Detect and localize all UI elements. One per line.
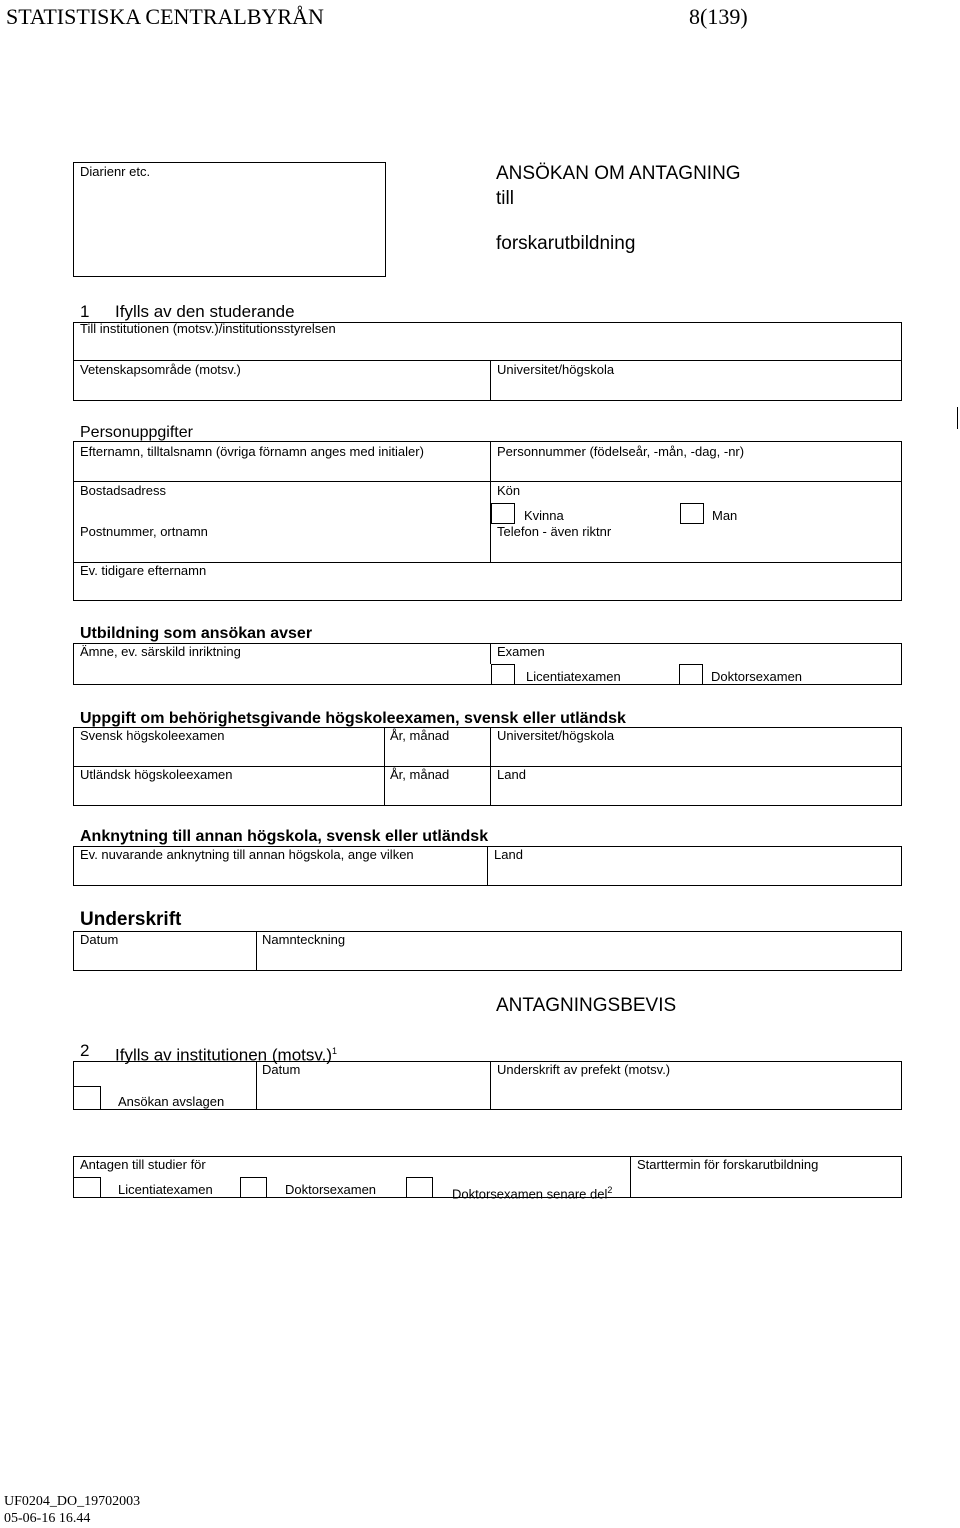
ar-manad-label-1: År, månad [390, 728, 450, 743]
antagen-label: Antagen till studier för [80, 1157, 206, 1172]
diarienr-label: Diarienr etc. [80, 164, 151, 179]
kvinna-checkbox[interactable] [491, 503, 515, 524]
bostadsadress-label: Bostadsadress [80, 483, 166, 498]
avslagen-label: Ansökan avslagen [118, 1094, 225, 1109]
behorighet-heading: Uppgift om behörighetsgivande högskoleexamen, svensk eller utländsk [80, 710, 626, 727]
personnummer-label: Personnummer (födelseår, -mån, -dag, -nr) [497, 444, 745, 459]
universitet-hogskola-label: Universitet/högskola [497, 728, 615, 743]
personal-heading: Personuppgifter [80, 424, 193, 441]
footnote-mark-2: 2 [607, 1185, 613, 1195]
section2-heading-suffix: (motsv.) [271, 1045, 332, 1065]
kvinna-label: Kvinna [524, 508, 564, 523]
starttermin-label: Starttermin för forskarutbildning [637, 1157, 819, 1172]
institution-label: Till institutionen (motsv.)/institutionsstyrelsen [80, 321, 336, 336]
form-title-line2: till [496, 188, 514, 209]
vetenskapsomrade-label: Vetenskapsområde (motsv.) [80, 362, 241, 377]
efternamn-label: Efternamn, tilltalsnamn (övriga förnamn anges med initialer) [80, 444, 424, 459]
postnummer-label: Postnummer, ortnamn [80, 524, 208, 539]
nuvarande-anknytning-label: Ev. nuvarande anknytning till annan högskola, ange vilken [80, 847, 414, 862]
footer-code: UF0204_DO_19702003 [4, 1494, 141, 1509]
footnote-mark-1: 1 [332, 1046, 338, 1056]
land-label: Land [497, 767, 526, 782]
antagen-doktor-senare-label [452, 1182, 612, 1202]
avslagen-checkbox[interactable] [73, 1086, 101, 1110]
form-title-line3: forskarutbildning [496, 233, 636, 254]
kon-label: Kön [497, 483, 521, 498]
doktor-senare-text: Doktorsexamen senare del [452, 1186, 608, 1202]
section1-heading: Ifylls av den studerande [115, 302, 295, 321]
footer-date: 05-06-16 16.44 [4, 1511, 91, 1526]
page-number: 8(139) [689, 4, 748, 29]
organization-name: STATISTISKA CENTRALBYRÅN [6, 4, 324, 29]
ar-manad-label-2: År, månad [390, 767, 450, 782]
underskrift-block[interactable] [73, 931, 902, 971]
section2-datum-label: Datum [262, 1062, 301, 1077]
utbildning-heading: Utbildning som ansökan avser [80, 625, 313, 642]
antagningsbevis-title: ANTAGNINGSBEVIS [496, 995, 677, 1016]
licentiatexamen-label: Licentiatexamen [526, 669, 621, 684]
doktorsexamen-label: Doktorsexamen [711, 669, 803, 684]
svensk-examen-label: Svensk högskoleexamen [80, 728, 225, 743]
section2-heading-text: Ifylls av institutionen [115, 1045, 268, 1065]
tidigare-efternamn-label: Ev. tidigare efternamn [80, 563, 207, 578]
anknytning-heading: Anknytning till annan högskola, svensk eller utländsk [80, 828, 489, 845]
examen-label: Examen [497, 644, 545, 659]
licentiatexamen-checkbox[interactable] [491, 664, 515, 685]
underskrift-datum-label: Datum [80, 932, 119, 947]
man-label: Man [712, 508, 738, 523]
namnteckning-label: Namnteckning [262, 932, 346, 947]
universitet-label: Universitet/högskola [497, 362, 615, 377]
prefekt-label: Underskrift av prefekt (motsv.) [497, 1062, 671, 1077]
antagen-doktor-label: Doktorsexamen [285, 1182, 377, 1197]
doktorsexamen-checkbox[interactable] [679, 664, 703, 685]
amne-label: Ämne, ev. särskild inriktning [80, 644, 241, 659]
antagen-doktor-checkbox[interactable] [240, 1177, 267, 1198]
underskrift-heading: Underskrift [80, 909, 182, 930]
antagen-licentiat-checkbox[interactable] [73, 1177, 101, 1198]
form-title-line1: ANSÖKAN OM ANTAGNING [496, 163, 741, 184]
anknytning-land-label: Land [494, 847, 523, 862]
antagen-licentiat-label: Licentiatexamen [118, 1182, 213, 1197]
telefon-label: Telefon - även riktnr [497, 524, 612, 539]
man-checkbox[interactable] [680, 503, 704, 524]
antagen-doktor-senare-checkbox[interactable] [406, 1177, 433, 1198]
section1-number: 1 [80, 302, 90, 321]
utlandsk-examen-label: Utländsk högskoleexamen [80, 767, 233, 782]
section2-number: 2 [80, 1041, 90, 1060]
